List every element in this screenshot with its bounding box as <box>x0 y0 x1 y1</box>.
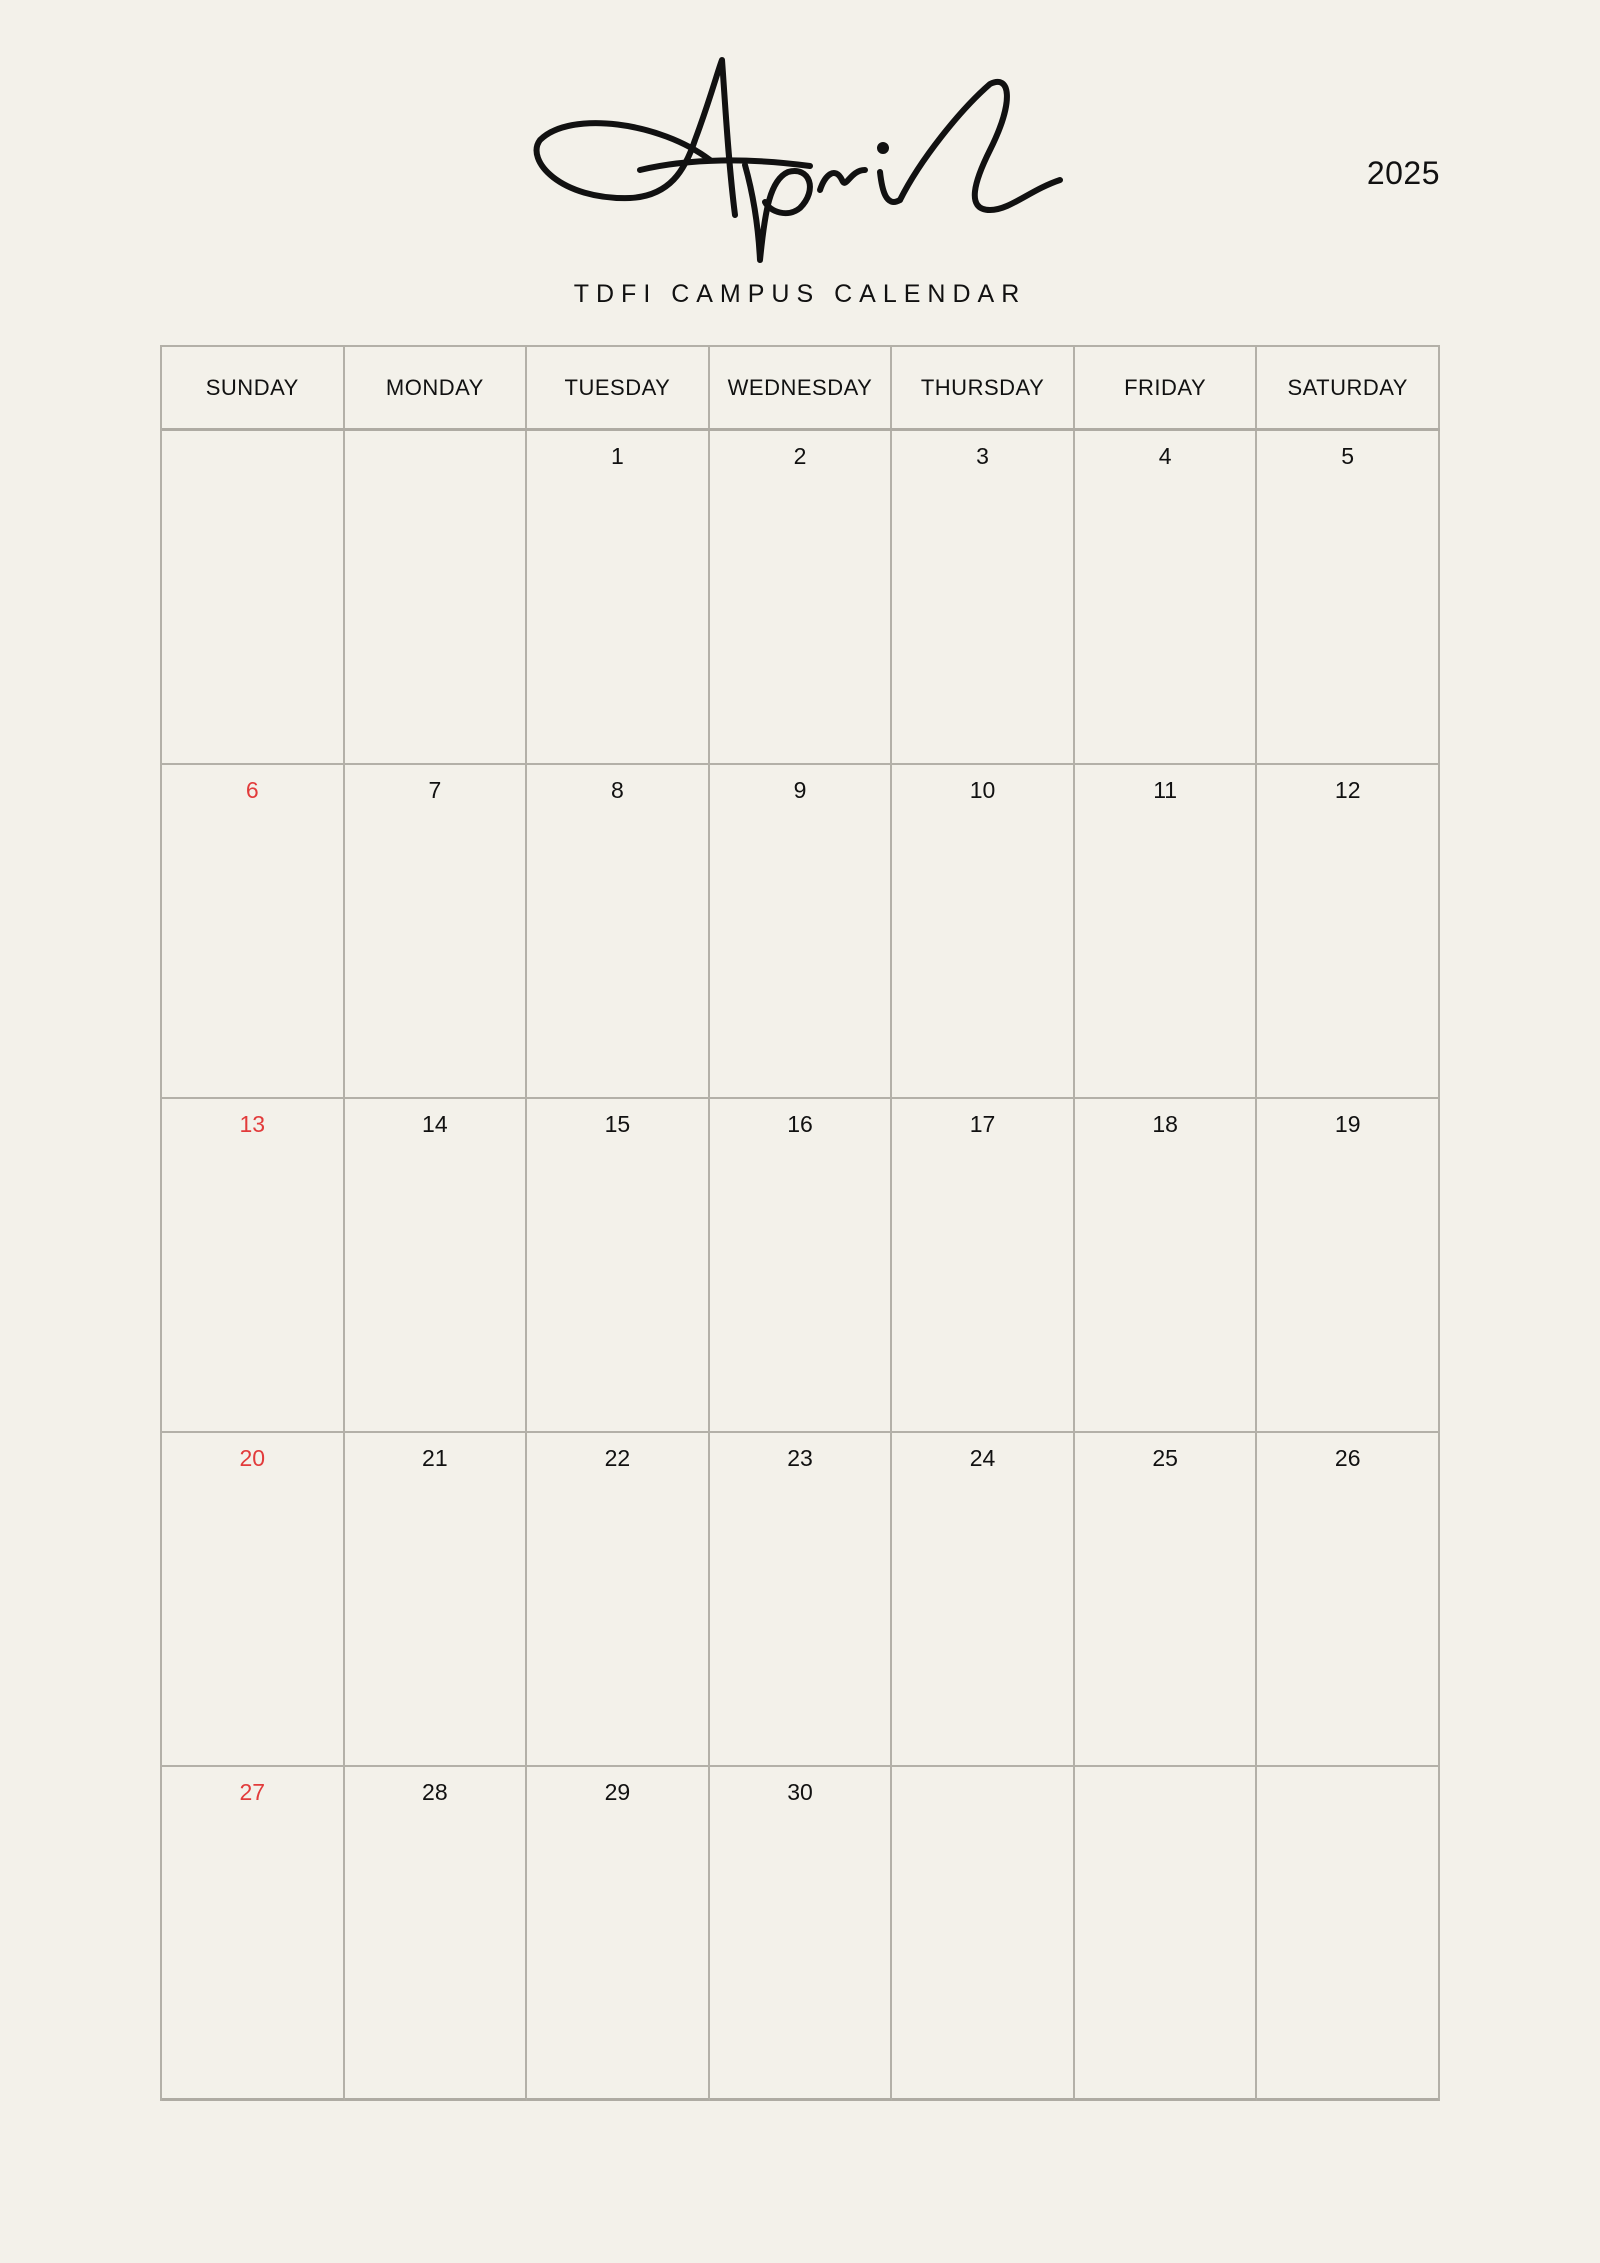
day-cell[interactable] <box>162 765 345 1099</box>
day-number: 10 <box>969 777 996 803</box>
weekday-thursday: THURSDAY <box>892 347 1075 428</box>
day-cell[interactable] <box>1257 1099 1440 1433</box>
day-cell[interactable] <box>1075 1767 1258 2101</box>
day-number: 21 <box>422 1445 448 1471</box>
day-number: 29 <box>604 1779 631 1805</box>
day-cell[interactable] <box>1075 1099 1258 1433</box>
day-number: 30 <box>787 1779 813 1805</box>
day-cell[interactable] <box>527 765 710 1099</box>
day-cell[interactable] <box>1075 431 1258 765</box>
day-number: 4 <box>1158 443 1172 469</box>
day-number: 18 <box>1152 1111 1178 1137</box>
day-cell[interactable] <box>1257 1433 1440 1767</box>
day-cell[interactable] <box>345 1099 528 1433</box>
day-cell[interactable] <box>162 1767 345 2101</box>
day-number: 25 <box>1152 1445 1178 1471</box>
month-title-script <box>520 40 1080 280</box>
day-cell[interactable] <box>527 431 710 765</box>
weekday-tuesday: TUESDAY <box>527 347 710 428</box>
day-number: 12 <box>1334 777 1361 803</box>
day-number: 1 <box>611 443 624 469</box>
day-number: 11 <box>1153 777 1178 803</box>
day-cell[interactable] <box>892 1433 1075 1767</box>
day-cell[interactable] <box>892 431 1075 765</box>
day-cell[interactable] <box>710 431 893 765</box>
day-cell[interactable] <box>1075 1433 1258 1767</box>
calendar-subtitle: TDFI CAMPUS CALENDAR <box>573 280 1027 308</box>
weekday-monday: MONDAY <box>345 347 528 428</box>
calendar-grid <box>160 345 1440 2101</box>
day-number-sunday: 27 <box>239 1779 266 1805</box>
day-number: 23 <box>787 1445 813 1471</box>
day-number: 8 <box>611 777 624 803</box>
day-cell[interactable] <box>710 1099 893 1433</box>
day-cell[interactable] <box>162 1433 345 1767</box>
day-number: 26 <box>1334 1445 1361 1471</box>
day-cell[interactable] <box>892 765 1075 1099</box>
day-cell[interactable] <box>1257 431 1440 765</box>
day-number-sunday: 13 <box>239 1111 266 1137</box>
day-cell[interactable] <box>710 765 893 1099</box>
weekday-friday: FRIDAY <box>1075 347 1258 428</box>
day-cell[interactable] <box>710 1767 893 2101</box>
day-cell[interactable] <box>345 431 528 765</box>
day-number: 2 <box>793 443 807 469</box>
day-number: 24 <box>969 1445 996 1471</box>
weekday-sunday: SUNDAY <box>162 347 345 428</box>
day-cell[interactable] <box>892 1767 1075 2101</box>
day-cell[interactable] <box>162 1099 345 1433</box>
day-cell[interactable] <box>162 431 345 765</box>
day-cell[interactable] <box>710 1433 893 1767</box>
day-cell[interactable] <box>1075 765 1258 1099</box>
day-cell[interactable] <box>345 1433 528 1767</box>
day-cell[interactable] <box>527 1767 710 2101</box>
day-cell[interactable] <box>527 1433 710 1767</box>
year-label: 2025 <box>1366 155 1440 191</box>
weekday-wednesday: WEDNESDAY <box>710 347 893 428</box>
day-number: 14 <box>422 1111 448 1137</box>
weekday-header-row <box>162 347 1440 431</box>
day-cell[interactable] <box>527 1099 710 1433</box>
day-number-sunday: 20 <box>239 1445 266 1471</box>
day-number: 22 <box>604 1445 631 1471</box>
month-title <box>520 40 1080 280</box>
day-cell[interactable] <box>345 1767 528 2101</box>
day-number: 7 <box>428 777 442 803</box>
day-cell[interactable] <box>892 1099 1075 1433</box>
day-cell[interactable] <box>345 765 528 1099</box>
day-number: 5 <box>1341 443 1355 469</box>
day-cell[interactable] <box>1257 765 1440 1099</box>
calendar-weeks <box>162 431 1440 2101</box>
day-number-sunday: 6 <box>245 777 259 803</box>
weekday-saturday: SATURDAY <box>1257 347 1440 428</box>
day-number: 17 <box>969 1111 996 1137</box>
day-number: 9 <box>793 777 807 803</box>
day-number: 28 <box>422 1779 448 1805</box>
day-number: 3 <box>976 443 989 469</box>
day-cell[interactable] <box>1257 1767 1440 2101</box>
day-number: 15 <box>604 1111 631 1137</box>
day-number: 16 <box>787 1111 813 1137</box>
day-number: 19 <box>1334 1111 1361 1137</box>
